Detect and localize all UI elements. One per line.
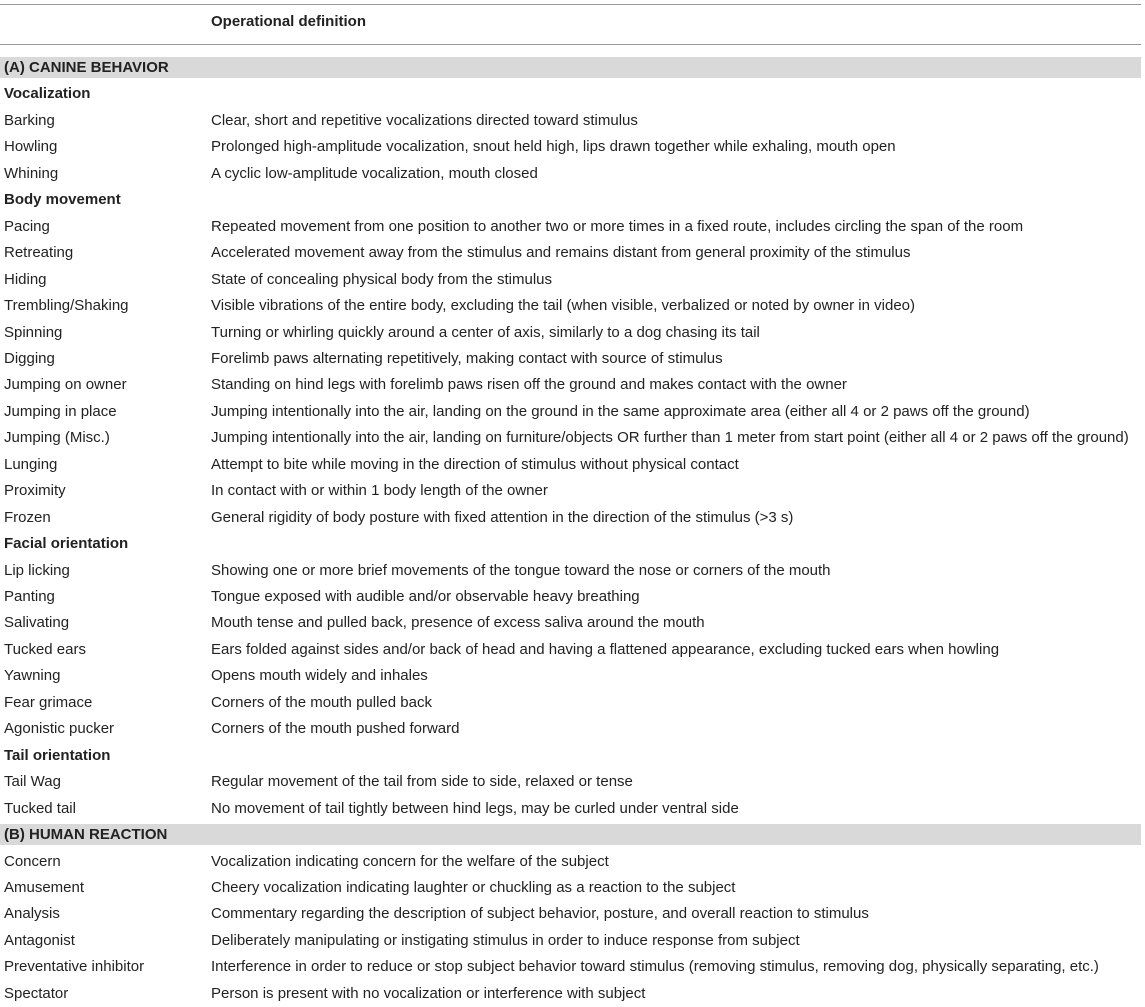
table-row (0, 320, 1141, 346)
table-row (0, 875, 1141, 901)
behavior-term: Panting (4, 588, 55, 605)
operational-definition: Attempt to bite while moving in the direction of stimulus without physical contact (211, 455, 739, 473)
operational-definition: Showing one or more brief movements of the tongue toward the nose or corners of the mouth (211, 561, 831, 579)
behavior-term: Whining (4, 164, 59, 182)
column-header-definition: Operational definition (211, 13, 367, 30)
behavior-term: Frozen (4, 508, 51, 526)
table-row (0, 584, 1141, 610)
table-row (0, 425, 1141, 451)
table-row (0, 240, 1141, 266)
section-title: (A) CANINE BEHAVIOR (4, 59, 169, 76)
operational-definition: Accelerated movement away from the stimulus and remains distant from general proximity of the stimulus (211, 244, 911, 262)
behavior-term: Tail Wag (4, 773, 61, 791)
behavior-term: Fear grimace (4, 693, 93, 711)
behavior-term: Salivating (4, 614, 70, 632)
operational-definition: Corners of the mouth pulled back (211, 693, 432, 711)
group-title: Tail orientation (4, 746, 111, 764)
behavior-term: Trembling/Shaking (4, 297, 129, 315)
behavior-term: Lip licking (4, 561, 70, 579)
operational-definition: Visible vibrations of the entire body, excluding the tail (when visible, verbalized or noted by owner in video) (211, 297, 916, 315)
table-row (0, 293, 1141, 319)
operational-definition: Opens mouth widely and inhales (211, 667, 428, 685)
table-row (0, 716, 1141, 742)
table-row (0, 637, 1141, 663)
operational-definition: Ears folded against sides and/or back of head and having a flattened appearance, excluding tucked ears when howling (211, 640, 1000, 658)
behavior-term: Agonistic pucker (4, 720, 115, 738)
header-rule (0, 44, 1141, 45)
behavior-term: Barking (4, 111, 55, 129)
behavior-term: Jumping (Misc.) (4, 429, 110, 447)
group-header (0, 743, 1141, 769)
operational-definition: Commentary regarding the description of subject behavior, posture, and overall reaction to stimulus (211, 905, 869, 923)
table-row (0, 928, 1141, 954)
behavior-term: Spectator (4, 984, 69, 1002)
table-row (0, 690, 1141, 716)
behavior-term: Jumping on owner (4, 376, 127, 394)
behavior-term: Tucked tail (4, 799, 76, 817)
operational-definition: Jumping intentionally into the air, landing on the ground in the same approximate area (either all 4 or 2 paws off the ground) (211, 402, 1030, 420)
behavior-term: Amusement (4, 878, 85, 896)
group-title: Facial orientation (4, 535, 129, 553)
operational-definition: A cyclic low-amplitude vocalization, mouth closed (211, 164, 538, 182)
operational-definition: Turning or whirling quickly around a center of axis, similarly to a dog chasing its tail (211, 323, 760, 341)
table-row (0, 399, 1141, 425)
table-row (0, 663, 1141, 689)
behavior-term: Lunging (4, 455, 58, 473)
table-row (0, 214, 1141, 240)
behavior-term: Retreating (4, 244, 74, 262)
table-row (0, 505, 1141, 531)
table-row (0, 452, 1141, 478)
group-title: Body movement (4, 191, 121, 209)
behavior-term: Hiding (4, 270, 47, 288)
operational-definition: Standing on hind legs with forelimb paws risen off the ground and makes contact with the owner (211, 376, 847, 394)
behavior-term: Howling (4, 138, 58, 156)
table-row (0, 769, 1141, 795)
behavior-term: Analysis (4, 905, 60, 923)
section-title: (B) HUMAN REACTION (4, 826, 168, 844)
operational-definition: Prolonged high-amplitude vocalization, snout held high, lips drawn together while exhaling, mouth open (211, 138, 896, 156)
operational-definition: No movement of tail tightly between hind legs, may be curled under ventral side (211, 799, 739, 817)
operational-definition: In contact with or within 1 body length of the owner (211, 482, 548, 500)
behavior-term: Jumping in place (4, 402, 117, 420)
operational-definition: Vocalization indicating concern for the welfare of the subject (211, 852, 609, 870)
section-header (0, 57, 1141, 78)
operational-definition: State of concealing physical body from the stimulus (211, 270, 553, 288)
group-header (0, 531, 1141, 557)
operational-definition: Corners of the mouth pushed forward (211, 720, 460, 738)
operational-definition: Mouth tense and pulled back, presence of excess saliva around the mouth (211, 614, 705, 632)
top-rule (0, 4, 1141, 5)
operational-definition: Jumping intentionally into the air, landing on furniture/objects OR further than 1 meter from start point (either all 4 or 2 paws off the ground) (211, 429, 1129, 447)
operational-definition: Interference in order to reduce or stop subject behavior toward stimulus (removing stimulus, removing dog, physically separating, etc.) (211, 958, 1099, 976)
operational-definition: Deliberately manipulating or instigating stimulus in order to induce response from subject (211, 931, 800, 949)
table-row (0, 478, 1141, 504)
table-row (0, 954, 1141, 980)
behavior-term: Yawning (4, 667, 61, 685)
behavior-term: Pacing (4, 217, 50, 235)
operational-definition: Cheery vocalization indicating laughter or chuckling as a reaction to the subject (211, 878, 736, 896)
table-row (0, 108, 1141, 134)
section-header (0, 824, 1141, 845)
operational-definition: Person is present with no vocalization or interference with subject (211, 984, 646, 1002)
behavior-term: Preventative inhibitor (4, 958, 145, 976)
table-row (0, 134, 1141, 160)
group-header (0, 81, 1141, 107)
behavior-term: Concern (4, 852, 61, 870)
table-row (0, 981, 1141, 1007)
operational-definition: Repeated movement from one position to another two or more times in a fixed route, includes circling the span of the room (211, 217, 1024, 235)
behavior-term: Tucked ears (4, 640, 86, 658)
group-header (0, 187, 1141, 213)
operational-definition: General rigidity of body posture with fixed attention in the direction of the stimulus (>3 s) (211, 508, 794, 526)
table-row (0, 610, 1141, 636)
table-row (0, 372, 1141, 398)
operational-definition: Tongue exposed with audible and/or observable heavy breathing (211, 588, 640, 605)
operational-definition: Clear, short and repetitive vocalizations directed toward stimulus (211, 111, 638, 129)
table-row (0, 901, 1141, 927)
operational-definition: Forelimb paws alternating repetitively, making contact with source of stimulus (211, 349, 723, 367)
behavior-term: Digging (4, 349, 55, 367)
table-row (0, 558, 1141, 584)
table-row (0, 796, 1141, 822)
table-row (0, 346, 1141, 372)
table-row (0, 849, 1141, 875)
table-row (0, 161, 1141, 187)
behavior-term: Spinning (4, 323, 63, 341)
behavior-term: Antagonist (4, 931, 75, 949)
behavior-term: Proximity (4, 482, 66, 500)
operational-definition: Regular movement of the tail from side to side, relaxed or tense (211, 773, 633, 791)
group-title: Vocalization (4, 85, 91, 103)
table-row (0, 267, 1141, 293)
